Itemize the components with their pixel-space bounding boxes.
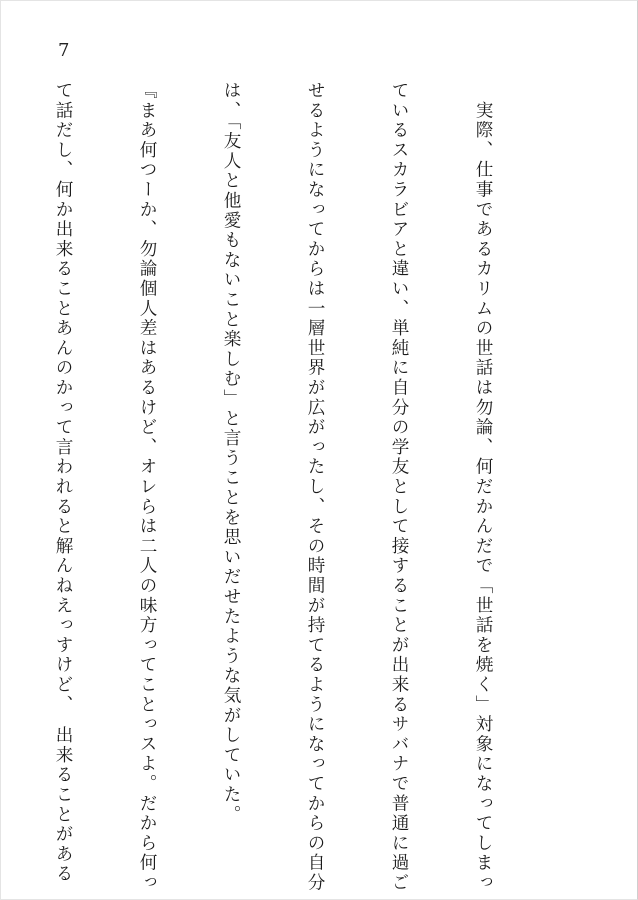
page-number: 7 xyxy=(58,40,70,61)
text-line-2: ているスカラビアと違い、単純に自分の学友として接することが出来るサバナで普通に過ご xyxy=(389,81,409,893)
text-line-1: 実際、仕事であるカリムの世話は勿論、何だかんだで「世話を焼く」対象になってしまっ xyxy=(473,81,493,893)
text-line-5: 『まあ何つーか、勿論個人差はあるけど、オレらは二人の味方ってことっスよ。だから何っ xyxy=(137,81,157,893)
text-line-6: て話だし、何か出来ることあんのかって言われると解んねえっすけど、 出来ることがある xyxy=(53,81,73,884)
vertical-text-body xyxy=(53,81,553,893)
text-line-3: せるようになってからは一層世界が広がったし、その時間が持てるようになってからの自分 xyxy=(305,81,325,893)
text-line-4: は、「友人と他愛もないこと楽しむ」と言うことを思いだせたような気がしていた。 xyxy=(221,81,241,825)
